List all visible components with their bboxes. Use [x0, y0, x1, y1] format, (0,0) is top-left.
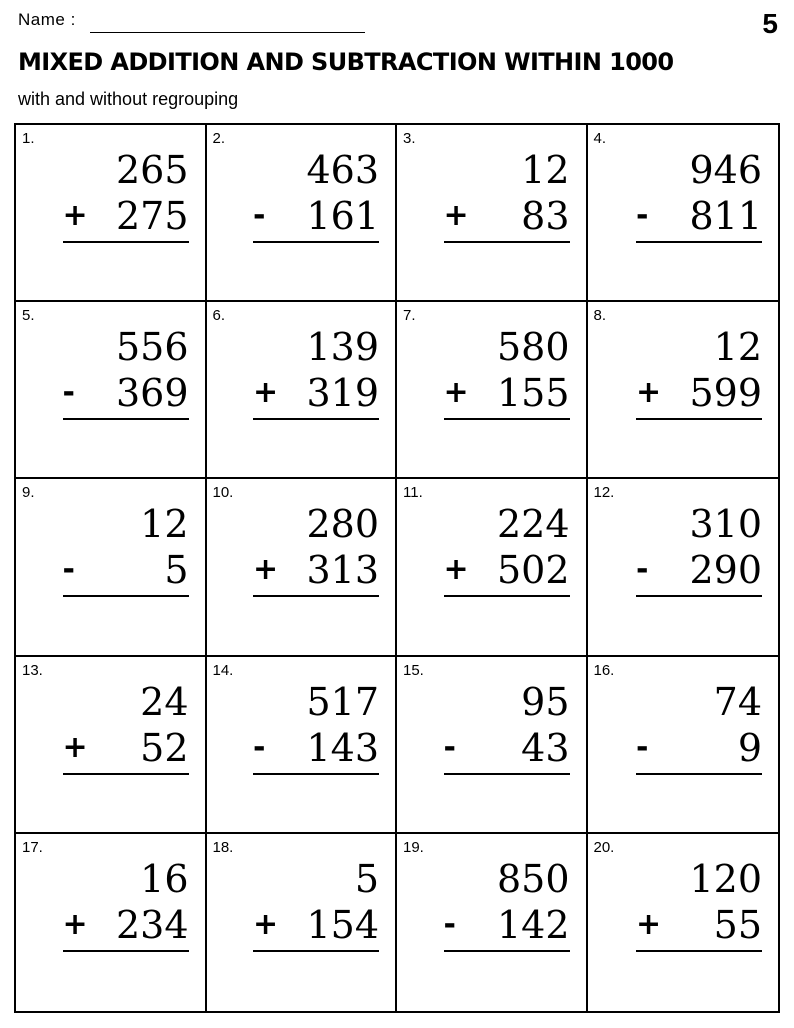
problem-grid: [14, 123, 780, 1013]
operator: +: [443, 375, 469, 411]
problem-cell[interactable]: [588, 302, 779, 479]
bottom-operand: 154: [306, 902, 379, 947]
top-operand: 310: [689, 502, 762, 547]
problem-number: 6.: [212, 307, 226, 325]
problem-number: 17.: [22, 838, 43, 856]
top-operand: 95: [521, 679, 570, 724]
operator: +: [443, 198, 469, 233]
bottom-row: [636, 725, 762, 775]
problem-number: 3.: [403, 130, 416, 147]
problem: [444, 147, 570, 243]
operator: -: [253, 729, 266, 765]
bottom-operand: 83: [521, 194, 570, 238]
worksheet-subtitle: with and without regrouping: [18, 89, 239, 109]
problem: [253, 147, 379, 243]
bottom-row: [63, 902, 189, 952]
bottom-row: [253, 902, 379, 952]
bottom-row: [253, 725, 379, 775]
name-line[interactable]: [90, 32, 365, 33]
bottom-operand: 161: [306, 194, 379, 238]
problem-cell[interactable]: [16, 834, 207, 1011]
operator: +: [443, 552, 469, 588]
bottom-operand: 319: [306, 371, 379, 416]
problem: [253, 856, 379, 952]
problem-number: 19.: [403, 838, 424, 856]
bottom-row: [444, 193, 570, 243]
operator: +: [253, 375, 279, 411]
problem-number: 18.: [212, 838, 234, 856]
operator: -: [636, 198, 649, 233]
problem: [63, 147, 189, 243]
top-operand: 224: [496, 502, 570, 547]
bottom-row: [253, 193, 379, 243]
problem-cell[interactable]: [207, 125, 398, 302]
top-operand: 463: [306, 148, 379, 192]
problem-cell[interactable]: [397, 125, 588, 302]
operator: +: [62, 906, 88, 942]
problem-number: 9.: [22, 484, 35, 502]
operator: -: [253, 198, 266, 233]
problem-cell[interactable]: [207, 302, 398, 479]
problem-number: 16.: [593, 661, 615, 679]
operator: +: [253, 552, 279, 588]
operator: -: [443, 906, 456, 942]
bottom-row: [636, 193, 762, 243]
problem-cell[interactable]: [16, 302, 207, 479]
bottom-operand: 599: [689, 371, 762, 416]
problem-number: 11.: [403, 484, 423, 502]
problem: [444, 324, 570, 420]
bottom-operand: 502: [496, 548, 570, 593]
top-operand: 5: [354, 856, 379, 901]
bottom-operand: 43: [521, 725, 570, 770]
operator: -: [62, 375, 75, 411]
problem: [63, 856, 189, 952]
problem: [444, 679, 570, 775]
bottom-row: [444, 725, 570, 775]
problem-number: 2.: [212, 130, 226, 147]
bottom-row: [63, 370, 189, 420]
operator: +: [62, 729, 88, 765]
problem-cell[interactable]: [16, 657, 207, 834]
problem-cell[interactable]: [588, 125, 779, 302]
bottom-operand: 234: [115, 902, 189, 947]
page-number: 5: [762, 8, 778, 39]
bottom-row: [63, 725, 189, 775]
problem-number: 10.: [212, 484, 234, 502]
operator: +: [636, 906, 662, 942]
top-operand: 556: [115, 325, 189, 370]
problem: [253, 679, 379, 775]
top-operand: 946: [689, 148, 762, 192]
problem: [63, 324, 189, 420]
problem: [636, 679, 762, 775]
problem: [636, 501, 762, 597]
top-operand: 517: [306, 679, 379, 724]
top-operand: 12: [521, 148, 570, 192]
problem-cell[interactable]: [207, 479, 398, 656]
top-operand: 74: [713, 679, 762, 724]
bottom-row: [636, 547, 762, 597]
problem-number: 7.: [403, 307, 416, 325]
bottom-row: [253, 547, 379, 597]
bottom-row: [63, 193, 189, 243]
problem-cell[interactable]: [16, 479, 207, 656]
bottom-operand: 142: [496, 902, 570, 947]
problem-number: 13.: [22, 661, 43, 679]
problem: [636, 856, 762, 952]
problem-number: 5.: [22, 307, 35, 325]
problem: [253, 324, 379, 420]
problem-cell[interactable]: [588, 834, 779, 1011]
operator: +: [636, 375, 662, 411]
top-operand: 139: [306, 325, 379, 370]
problem: [636, 147, 762, 243]
bottom-operand: 55: [713, 902, 762, 947]
operator: +: [62, 198, 88, 233]
problem-cell[interactable]: [588, 479, 779, 656]
problem: [63, 501, 189, 597]
problem: [63, 679, 189, 775]
operator: +: [253, 906, 279, 942]
bottom-operand: 369: [115, 371, 189, 416]
problem-cell[interactable]: [397, 479, 588, 656]
bottom-operand: 5: [164, 548, 189, 593]
operator: -: [636, 729, 649, 765]
problem: [636, 324, 762, 420]
problem-number: 12.: [593, 484, 615, 502]
problem-cell[interactable]: [397, 302, 588, 479]
problem: [444, 501, 570, 597]
name-label: Name :: [18, 10, 76, 29]
bottom-row: [444, 902, 570, 952]
bottom-row: [444, 547, 570, 597]
bottom-operand: 9: [737, 725, 762, 770]
bottom-operand: 313: [306, 548, 379, 593]
top-operand: 12: [713, 325, 762, 370]
operator: -: [636, 552, 649, 588]
problem: [444, 856, 570, 952]
problem-cell[interactable]: [397, 834, 588, 1011]
bottom-row: [636, 370, 762, 420]
problem-number: 4.: [593, 130, 607, 147]
problem-cell[interactable]: [397, 657, 588, 834]
problem-cell[interactable]: [16, 125, 207, 302]
worksheet-title: MIXED ADDITION AND SUBTRACTION WITHIN 1000: [18, 48, 674, 76]
operator: -: [443, 729, 456, 765]
bottom-operand: 143: [306, 725, 379, 770]
top-operand: 120: [689, 856, 762, 901]
problem-cell[interactable]: [588, 657, 779, 834]
problem-number: 8.: [593, 307, 607, 325]
bottom-operand: 52: [140, 725, 189, 770]
problem-cell[interactable]: [207, 657, 398, 834]
bottom-row: [636, 902, 762, 952]
bottom-row: [63, 547, 189, 597]
problem-number: 15.: [403, 661, 424, 679]
problem-cell[interactable]: [207, 834, 398, 1011]
problem-number: 20.: [593, 838, 615, 856]
top-operand: 16: [140, 856, 189, 901]
bottom-operand: 275: [115, 194, 189, 238]
bottom-row: [253, 370, 379, 420]
operator: -: [62, 552, 75, 588]
top-operand: 280: [306, 502, 379, 547]
bottom-row: [444, 370, 570, 420]
top-operand: 850: [496, 856, 570, 901]
problem-number: 14.: [212, 661, 234, 679]
bottom-operand: 811: [689, 194, 762, 238]
problem: [253, 501, 379, 597]
bottom-operand: 290: [689, 548, 762, 593]
top-operand: 24: [140, 679, 189, 724]
problem-number: 1.: [22, 130, 35, 147]
bottom-operand: 155: [496, 371, 570, 416]
top-operand: 580: [496, 325, 570, 370]
top-operand: 12: [140, 502, 189, 547]
top-operand: 265: [115, 148, 189, 192]
